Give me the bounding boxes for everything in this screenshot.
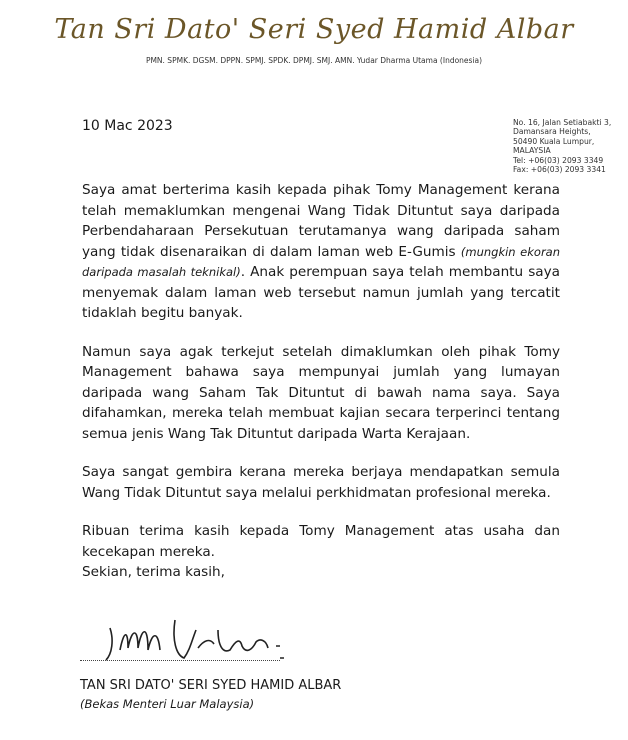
signatory-name: TAN SRI DATO' SERI SYED HAMID ALBAR xyxy=(80,678,342,693)
letterhead-title: Tan Sri Dato' Seri Syed Hamid Albar xyxy=(54,14,574,45)
paragraph-1-text-end: . Anak perempuan saya telah membantu saya menyemak dalam laman web tersebut namun jumlah yang tercatit tidaklah begitu banyak. xyxy=(82,264,560,321)
paragraph-4: Ribuan terima kasih kepada Tomy Management atas usaha dan kecekapan mereka. xyxy=(82,523,560,560)
address-line: Damansara Heights, xyxy=(513,127,591,137)
paragraph-1-text: Saya amat berterima kasih kepada pihak Tomy Management kerana telah memaklumkan mengenai Wang Tidak Dituntut saya daripada Perbendaharaan Persekutuan terutamanya wang daripada saham yang tidak disenaraikan di dalam laman web E-Gumis xyxy=(82,182,560,260)
paragraph-1-italic: (mungkin ekoran daripada masalah teknikal) xyxy=(82,244,561,279)
letter-body xyxy=(82,180,560,580)
paragraph-1 xyxy=(82,180,560,324)
closing: Sekian, terima kasih, xyxy=(82,564,225,580)
address-phone: Tel: +06(03) 2093 3349 xyxy=(513,155,604,165)
signature xyxy=(80,610,310,670)
paragraph-2: Namun saya agak terkejut setelah dimaklumkan oleh pihak Tomy Management bahawa saya mempunyai jumlah yang lumayan daripada wang Saham Tak Dituntut di bawah nama saya. Saya difahamkan, mereka telah membuat kajian secara terperinci tentang semua jenis Wang Tak Dituntut daripada Warta Kerajaan. xyxy=(82,343,560,442)
address-line: No. 16, Jalan Setiabakti 3, xyxy=(513,118,612,127)
signatory-role: (Bekas Menteri Luar Malaysia) xyxy=(80,697,255,711)
sender-address xyxy=(513,118,611,174)
address-line: 50490 Kuala Lumpur, xyxy=(513,136,595,146)
signature-line xyxy=(80,660,280,661)
paragraph-3: Saya sangat gembira kerana mereka berjaya mendapatkan semula Wang Tidak Dituntut saya melalui perkhidmatan profesional mereka. xyxy=(82,464,560,501)
address-line: MALAYSIA xyxy=(513,146,551,156)
letter-date: 10 Mac 2023 xyxy=(82,118,173,134)
letterhead-honors: PMN. SPMK. DGSM. DPPN. SPMJ. SPDK. DPMJ. SMJ. AMN. Yudar Dharma Utama (Indonesia) xyxy=(145,56,483,65)
address-fax: Fax: +06(03) 2093 3341 xyxy=(513,165,606,175)
